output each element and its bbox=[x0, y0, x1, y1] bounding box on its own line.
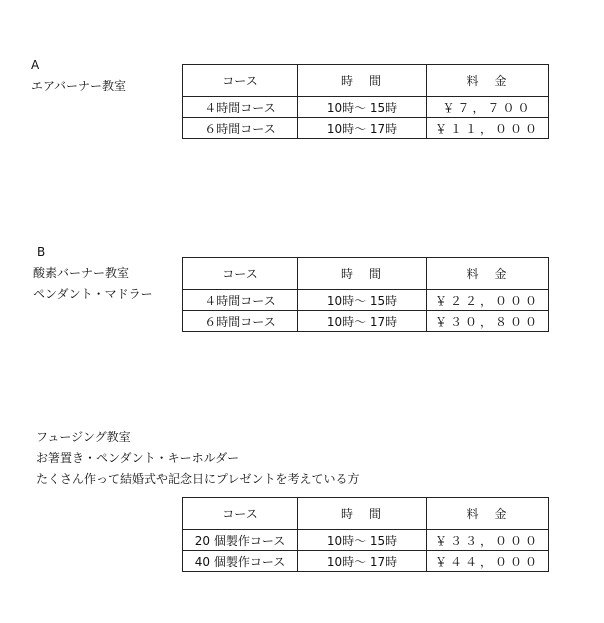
header-course: コース bbox=[183, 65, 298, 97]
table-row bbox=[183, 551, 549, 572]
price-cell: ￥１１，０００ bbox=[427, 118, 549, 139]
course-cell: ４時間コース bbox=[183, 97, 298, 118]
time-cell: 10時～ 17時 bbox=[298, 551, 427, 572]
price-cell: ￥２２，０００ bbox=[427, 290, 549, 311]
header-price: 料 金 bbox=[427, 498, 549, 530]
table-header-row bbox=[183, 498, 549, 530]
header-time: 時 間 bbox=[298, 498, 427, 530]
course-cell: ４時間コース bbox=[183, 290, 298, 311]
table-row bbox=[183, 311, 549, 332]
section-b-price-table bbox=[182, 257, 549, 332]
section-b-subtitle: ペンダント・マドラー bbox=[33, 287, 153, 301]
price-cell: ￥４４，０００ bbox=[427, 551, 549, 572]
table-header-row bbox=[183, 65, 549, 97]
course-cell: 40 個製作コース bbox=[183, 551, 298, 572]
table-header-row bbox=[183, 258, 549, 290]
time-cell: 10時～ 17時 bbox=[298, 118, 427, 139]
section-a-price-table bbox=[182, 64, 549, 139]
section-a-letter: A bbox=[31, 58, 40, 72]
section-c-line2: お箸置き・ペンダント・キーホルダー bbox=[36, 451, 240, 465]
price-cell: ￥３０，８００ bbox=[427, 311, 549, 332]
section-c-line3: たくさん作って結婚式や記念日にプレゼントを考えている方 bbox=[36, 472, 360, 486]
section-a-title: エアバーナー教室 bbox=[31, 79, 127, 93]
course-cell: ６時間コース bbox=[183, 311, 298, 332]
price-cell: ￥７，７００ bbox=[427, 97, 549, 118]
time-cell: 10時～ 15時 bbox=[298, 530, 427, 551]
section-b-letter: B bbox=[37, 245, 46, 259]
header-time: 時 間 bbox=[298, 65, 427, 97]
header-price: 料 金 bbox=[427, 65, 549, 97]
course-cell: ６時間コース bbox=[183, 118, 298, 139]
table-row bbox=[183, 530, 549, 551]
section-c-title: フュージング教室 bbox=[36, 430, 131, 444]
table-row bbox=[183, 97, 549, 118]
table-row bbox=[183, 118, 549, 139]
section-c-price-table bbox=[182, 497, 549, 572]
header-price: 料 金 bbox=[427, 258, 549, 290]
price-cell: ￥３３，０００ bbox=[427, 530, 549, 551]
header-course: コース bbox=[183, 498, 298, 530]
header-course: コース bbox=[183, 258, 298, 290]
section-b-title: 酸素バーナー教室 bbox=[33, 266, 130, 280]
time-cell: 10時～ 17時 bbox=[298, 311, 427, 332]
time-cell: 10時～ 15時 bbox=[298, 97, 427, 118]
header-time: 時 間 bbox=[298, 258, 427, 290]
course-cell: 20 個製作コース bbox=[183, 530, 298, 551]
table-row bbox=[183, 290, 549, 311]
time-cell: 10時～ 15時 bbox=[298, 290, 427, 311]
